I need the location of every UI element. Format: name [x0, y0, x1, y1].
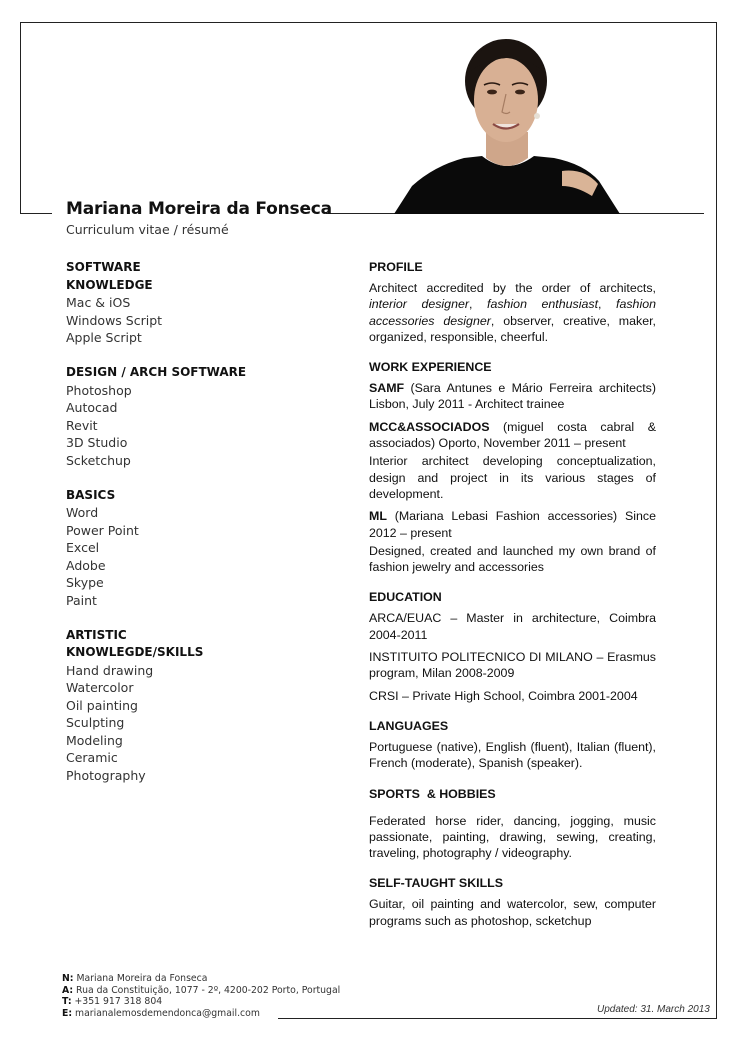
artistic-heading-1: ARTISTIC	[66, 627, 127, 642]
skill-item: Mac & iOS	[66, 295, 131, 310]
portrait-photo	[394, 36, 620, 214]
skill-item: Sculpting	[66, 715, 125, 730]
education-entry: INSTITUITO POLITECNICO DI MILANO – Erasmus program, Milan 2008-2009	[369, 650, 656, 681]
job-description: Designed, created and launched my own brand of fashion jewelry and accessories	[369, 543, 656, 575]
basics-heading: BASICS	[66, 487, 116, 502]
profile-heading: PROFILE	[369, 260, 423, 274]
candidate-name: Mariana Moreira da Fonseca	[66, 199, 332, 219]
frame-top-border	[20, 22, 717, 23]
skill-item: Photography	[66, 767, 146, 783]
contact-phone-line: T: +351 917 318 804	[62, 996, 163, 1008]
frame-left-border	[20, 22, 21, 214]
skill-item: Scketchup	[66, 452, 131, 468]
design-software-heading: DESIGN / ARCH SOFTWARE	[66, 365, 247, 379]
contact-block	[62, 973, 340, 1019]
name-rule-left	[20, 213, 52, 214]
skill-item: Paint	[66, 592, 97, 608]
skill-item: Word	[66, 505, 99, 520]
skill-item: Hand drawing	[66, 662, 154, 678]
job-entry: SAMF (Sara Antunes e Mário Ferreira architects) Lisbon, July 2011 - Architect trainee	[369, 381, 656, 412]
education-heading: EDUCATION	[369, 590, 442, 605]
skill-item: Oil painting	[66, 697, 138, 713]
skills-column	[66, 259, 336, 802]
languages-text: Portuguese (native), English (fluent), Italian (fluent), French (moderate), Spanish (speaker).	[369, 739, 656, 771]
self-taught-heading: SELF-TAUGHT SKILLS	[369, 876, 503, 891]
skill-item: Skype	[66, 575, 104, 590]
basics-section	[66, 487, 336, 610]
sports-hobbies-text: Federated horse rider, dancing, jogging, music passionate, painting, drawing, sewing, creating, traveling, photography / videography.	[369, 813, 656, 861]
work-experience-heading: WORK EXPERIENCE	[369, 360, 492, 375]
self-taught-text: Guitar, oil painting and watercolor, sew, computer programs such as photoshop, scketchup	[369, 897, 656, 928]
skill-item: Watercolor	[66, 680, 134, 695]
job-entry: ML (Mariana Lebasi Fashion accessories) Since 2012 – present	[369, 509, 656, 540]
experience-column	[369, 259, 656, 929]
software-heading-2: KNOWLEDGE	[66, 277, 153, 292]
frame-right-border	[716, 22, 717, 1018]
updated-date: Updated: 31. March 2013	[597, 1004, 710, 1015]
education-entry: ARCA/EUAC – Master in architecture, Coimbra 2004-2011	[369, 611, 656, 642]
design-software-section	[66, 364, 336, 469]
job-description: Interior architect developing conceptualization, design and project in its various stages of development.	[369, 454, 656, 501]
skill-item: Modeling	[66, 732, 123, 748]
skill-item: Windows Script	[66, 312, 163, 328]
profile-text: Architect accredited by the order of architects, interior designer, fashion enthusiast, fashion accessories designer, observer, creative, maker, organized, responsible, cheerful.	[369, 281, 656, 344]
document-subtitle: Curriculum vitae / résumé	[66, 222, 229, 237]
skill-item: Autocad	[66, 400, 118, 415]
skill-item: Excel	[66, 540, 100, 555]
skill-item: 3D Studio	[66, 435, 128, 450]
skill-item: Power Point	[66, 522, 139, 538]
sports-hobbies-heading: SPORTS & HOBBIES	[369, 786, 496, 801]
skill-item: Apple Script	[66, 330, 142, 345]
skill-item: Revit	[66, 417, 98, 433]
languages-heading: LANGUAGES	[369, 718, 449, 733]
contact-name-line: N: Mariana Moreira da Fonseca	[62, 973, 208, 984]
software-section	[66, 259, 336, 347]
skill-item: Ceramic	[66, 750, 118, 765]
frame-bottom-border	[278, 1018, 717, 1019]
artistic-section	[66, 627, 336, 785]
artistic-heading-2: KNOWLEGDE/SKILLS	[66, 645, 204, 659]
skill-item: Photoshop	[66, 382, 132, 398]
contact-address-line: A: Rua da Constituição, 1077 - 2º, 4200-202 Porto, Portugal	[62, 984, 341, 996]
education-entry: CRSI – Private High School, Coimbra 2001-2004	[369, 688, 638, 703]
skill-item: Adobe	[66, 557, 106, 573]
job-entry: MCC&ASSOCIADOS (miguel costa cabral & associados) Oporto, November 2011 – present	[369, 419, 656, 451]
software-heading-1: SOFTWARE	[66, 260, 141, 274]
contact-email-line: E: marianalemosdemendonca@gmail.com	[62, 1007, 260, 1019]
